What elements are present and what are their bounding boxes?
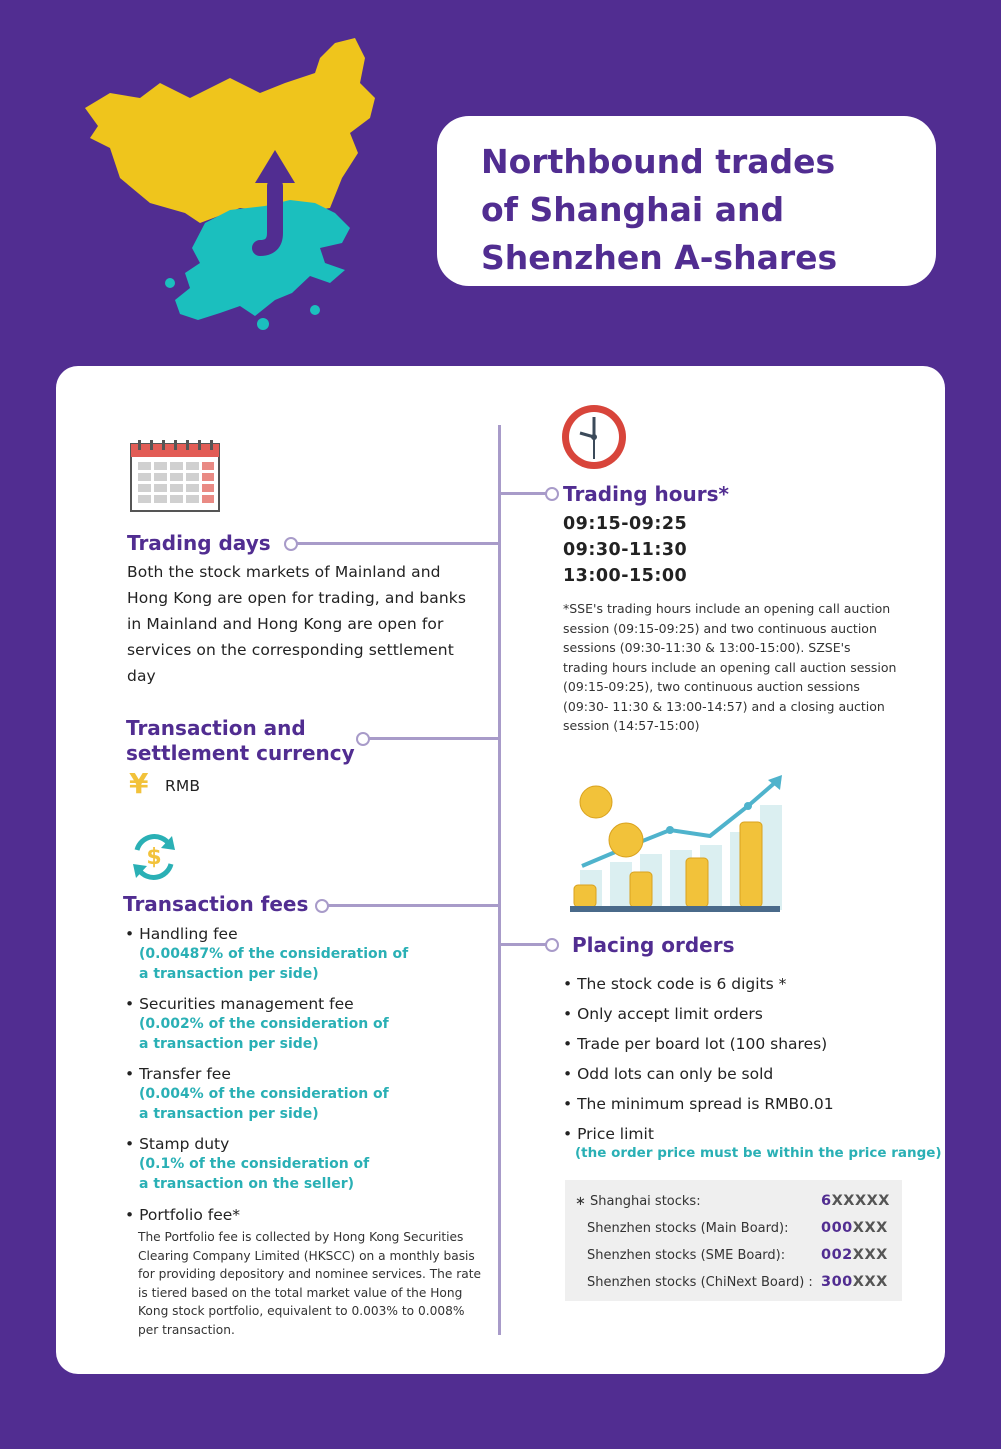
- fee-note: a transaction per side): [139, 1106, 319, 1122]
- placing-orders-list: [563, 969, 903, 1149]
- price-limit-note: (the order price must be within the price range): [575, 1145, 942, 1161]
- transaction-fees-heading: Transaction fees: [123, 892, 309, 916]
- trading-time: 09:15-09:25: [563, 514, 688, 534]
- calendar-icon: [130, 440, 220, 512]
- fee-item: [125, 1134, 485, 1194]
- timeline-connector: [296, 542, 499, 545]
- timeline-connector: [368, 737, 499, 740]
- code-label: ∗ Shanghai stocks:: [575, 1194, 701, 1209]
- portfolio-fee-text: The Portfolio fee is collected by Hong Kong Securities Clearing Company Limited (HKSCC) on a monthly basis for providing depository and nominee services. The rate is tiered based on the total market value of the Hong Kong stock portfolio, equivalent to 0.003% to 0.008% per transaction.: [138, 1230, 482, 1337]
- list-item: • Trade per board lot (100 shares): [563, 1035, 828, 1053]
- portfolio-fee-name: • Portfolio fee*: [125, 1206, 241, 1224]
- fee-note: (0.004% of the consideration of: [139, 1086, 389, 1102]
- currency-heading-line1: Transaction and: [126, 716, 306, 740]
- currency-exchange-icon: [127, 830, 181, 884]
- timeline-spine: [498, 425, 501, 1335]
- list-item: • Only accept limit orders: [563, 1005, 763, 1023]
- currency-value: RMB: [165, 777, 201, 795]
- trading-hours-heading: Trading hours*: [563, 482, 729, 506]
- island-dot: [257, 318, 269, 330]
- title-card: [437, 116, 936, 286]
- fee-name: • Stamp duty: [125, 1135, 230, 1153]
- table-row: [565, 1215, 902, 1242]
- fee-note: a transaction on the seller): [139, 1176, 355, 1192]
- timeline-node: [315, 899, 329, 913]
- mainland-shape: [85, 38, 375, 223]
- fee-note: (0.00487% of the consideration of: [139, 946, 409, 962]
- trading-time: 13:00-15:00: [563, 566, 688, 586]
- timeline-node: [284, 537, 298, 551]
- timeline-connector: [500, 943, 548, 946]
- timeline-node: [545, 938, 559, 952]
- table-row: [565, 1242, 902, 1269]
- trading-hours-note: *SSE's trading hours include an opening call auction session (09:15-09:25) and two continuous auction sessions (09:30-11:30 & 13:00-15:00). SZSE's trading hours include an opening call auction session (09:15-09:25), two continuous auction sessions (09:30- 11:30 & 13:00-14:57) and a closing auction session (14:57-15:00): [563, 601, 897, 733]
- island-dot: [310, 305, 320, 315]
- trading-days-text: Both the stock markets of Mainland and Hong Kong are open for trading, and banks in Mainland and Hong Kong are open for services on the corresponding settlement day: [127, 563, 467, 685]
- stock-code-table: [565, 1180, 902, 1301]
- fee-item: [125, 924, 485, 984]
- fee-item: [125, 1064, 485, 1124]
- timeline-connector: [327, 904, 499, 907]
- china-hongkong-map-illustration: [80, 38, 380, 338]
- list-item: • Odd lots can only be sold: [563, 1065, 774, 1083]
- fee-name: • Securities management fee: [125, 995, 354, 1013]
- placing-orders-heading: Placing orders: [572, 933, 735, 957]
- yen-icon: ¥: [129, 767, 149, 800]
- trading-days-heading: Trading days: [127, 531, 271, 555]
- island-dot: [165, 278, 175, 288]
- list-item: • The minimum spread is RMB0.01: [563, 1095, 834, 1113]
- currency-heading-line2: settlement currency: [126, 741, 355, 765]
- growth-chart-illustration: [560, 770, 790, 915]
- fee-note: a transaction per side): [139, 1036, 319, 1052]
- timeline-node: [545, 487, 559, 501]
- code-value: 300XXX: [821, 1274, 888, 1290]
- code-label: Shenzhen stocks (ChiNext Board) :: [587, 1275, 813, 1290]
- table-row: [565, 1269, 902, 1296]
- timeline-node: [356, 732, 370, 746]
- timeline-connector: [500, 492, 548, 495]
- code-label: Shenzhen stocks (Main Board):: [587, 1221, 789, 1236]
- fee-name: • Handling fee: [125, 925, 238, 943]
- list-item: • The stock code is 6 digits *: [563, 975, 787, 993]
- fee-note: a transaction per side): [139, 966, 319, 982]
- fee-name: • Transfer fee: [125, 1065, 231, 1083]
- page-title: Northbound trades of Shanghai and Shenzhen A-shares: [481, 142, 838, 277]
- fee-note: (0.002% of the consideration of: [139, 1016, 389, 1032]
- svg-text:$: $: [146, 845, 162, 870]
- clock-icon: [560, 403, 628, 471]
- code-value: 000XXX: [821, 1220, 888, 1236]
- list-item: • Price limit: [563, 1125, 654, 1143]
- trading-time: 09:30-11:30: [563, 540, 688, 560]
- code-value: 002XXX: [821, 1247, 888, 1263]
- code-label: Shenzhen stocks (SME Board):: [587, 1248, 786, 1263]
- fee-item: [125, 994, 485, 1054]
- code-value: 6XXXXX: [821, 1193, 890, 1209]
- fee-note: (0.1% of the consideration of: [139, 1156, 370, 1172]
- table-row: [565, 1188, 902, 1215]
